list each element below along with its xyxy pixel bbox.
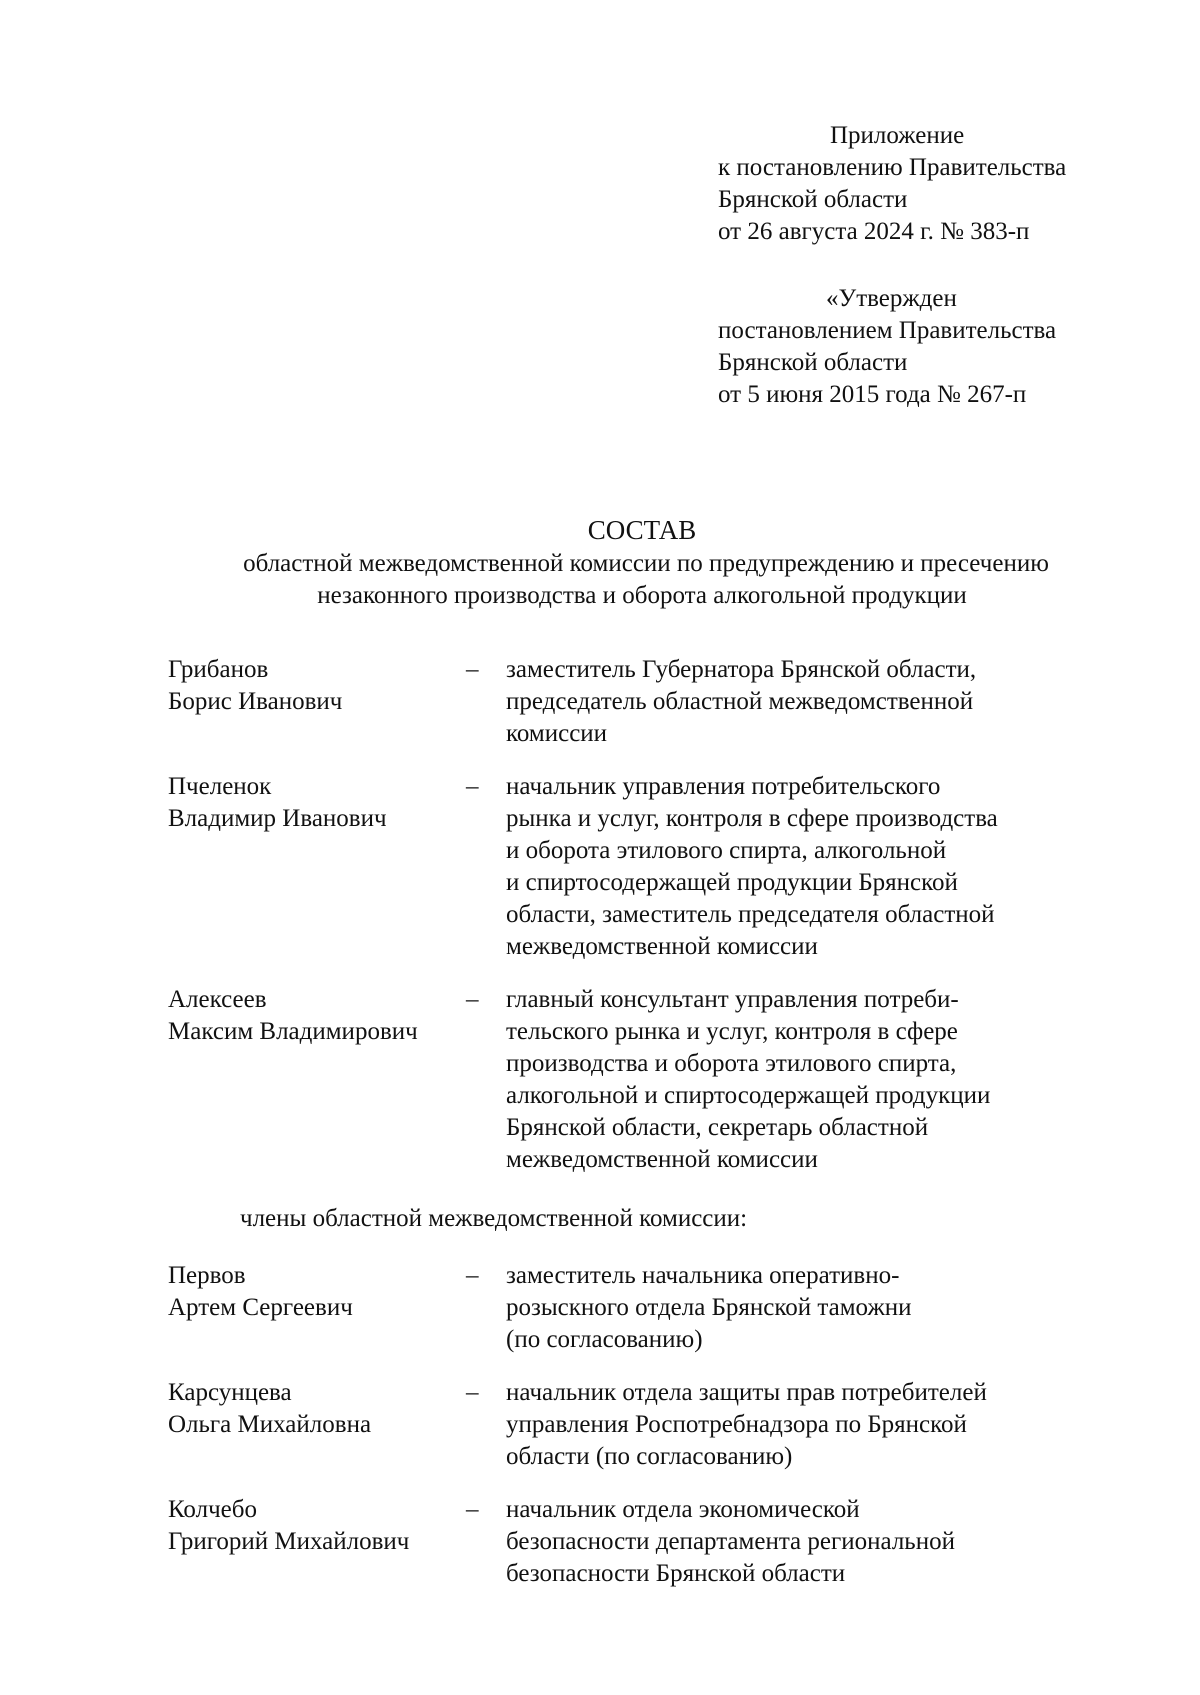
appendix-header [718,120,1178,248]
leadership-list [168,654,1168,1197]
member-surname: Первов [168,1262,246,1289]
member-entry [168,1494,1168,1590]
dash-separator: – [466,656,479,683]
member-name [168,771,468,835]
member-given-name: Борис Иванович [168,688,343,715]
role-line: начальник управления потребительского [506,773,941,800]
member-name [168,1494,468,1558]
role-line: (по согласованию) [506,1326,703,1353]
role-line: заместитель начальника оперативно- [506,1262,900,1289]
approved-line: «Утвержден [826,285,957,312]
dash-separator: – [466,773,479,800]
role-line: начальник отдела защиты прав потребителей [506,1379,987,1406]
member-given-name: Максим Владимирович [168,1018,418,1045]
dash-separator: – [466,1496,479,1523]
role-line: межведомственной комиссии [506,1146,818,1173]
role-line: и оборота этилового спирта, алкогольной [506,837,947,864]
approval-stamp-text [718,283,1178,411]
role-line: рынка и услуг, контроля в сфере производства [506,805,998,832]
member-role [506,984,1168,1176]
dash-separator: – [466,1379,479,1406]
role-line: и спиртосодержащей продукции Брянской [506,869,958,896]
member-given-name: Владимир Иванович [168,805,387,832]
member-role [506,1377,1168,1473]
member-role [506,654,1168,750]
title-main: СОСТАВ [587,515,697,545]
member-name [168,1377,468,1441]
role-line: межведомственной комиссии [506,933,818,960]
member-role [506,1494,1168,1590]
role-line: розыскного отдела Брянской таможни [506,1294,912,1321]
member-entry [168,1260,1168,1356]
approved-line: от 5 июня 2015 года № 267-п [718,381,1027,408]
member-role [506,771,1168,963]
member-name [168,984,468,1048]
role-line: начальник отдела экономической [506,1496,860,1523]
role-line: Брянской области, секретарь областной [506,1114,929,1141]
dash-separator: – [466,1262,479,1289]
role-line: безопасности департамента региональной [506,1528,955,1555]
role-line: заместитель Губернатора Брянской области, [506,656,977,683]
appendix-line: Приложение [830,122,965,149]
member-entry [168,984,1168,1176]
member-surname: Карсунцева [168,1379,292,1406]
member-surname: Пчеленок [168,773,272,800]
appendix-line: к постановлению Правительства [718,154,1067,181]
approved-line: постановлением Правительства [718,317,1057,344]
role-line: алкогольной и спиртосодержащей продукции [506,1082,991,1109]
approved-line: Брянской области [718,349,908,376]
document-title [0,512,1200,612]
members-list [168,1260,1168,1611]
role-line: области, заместитель председателя областной [506,901,995,928]
member-surname: Алексеев [168,986,267,1013]
member-entry [168,1377,1168,1473]
role-line: тельского рынка и услуг, контроля в сфере [506,1018,958,1045]
title-line: незаконного производства и оборота алкогольной продукции [317,582,967,609]
appendix-line: Брянской области [718,186,908,213]
member-role [506,1260,1168,1356]
title-line: областной межведомственной комиссии по предупреждению и пресечению [243,550,1049,577]
role-line: комиссии [506,720,608,747]
role-line: председатель областной межведомственной [506,688,974,715]
member-given-name: Ольга Михайловна [168,1411,372,1438]
member-entry [168,654,1168,750]
dash-separator: – [466,986,479,1013]
member-given-name: Григорий Михайлович [168,1528,410,1555]
member-name [168,1260,468,1324]
role-line: безопасности Брянской области [506,1560,846,1587]
member-given-name: Артем Сергеевич [168,1294,353,1321]
member-surname: Грибанов [168,656,269,683]
member-entry [168,771,1168,963]
role-line: управления Роспотребнадзора по Брянской [506,1411,967,1438]
role-line: главный консультант управления потреби- [506,986,959,1013]
appendix-line: от 26 августа 2024 г. № 383-п [718,218,1030,245]
role-line: производства и оборота этилового спирта, [506,1050,957,1077]
member-name [168,654,468,718]
member-surname: Колчебо [168,1496,257,1523]
members-heading: члены областной межведомственной комиссии: [240,1205,748,1232]
role-line: области (по согласованию) [506,1443,793,1470]
